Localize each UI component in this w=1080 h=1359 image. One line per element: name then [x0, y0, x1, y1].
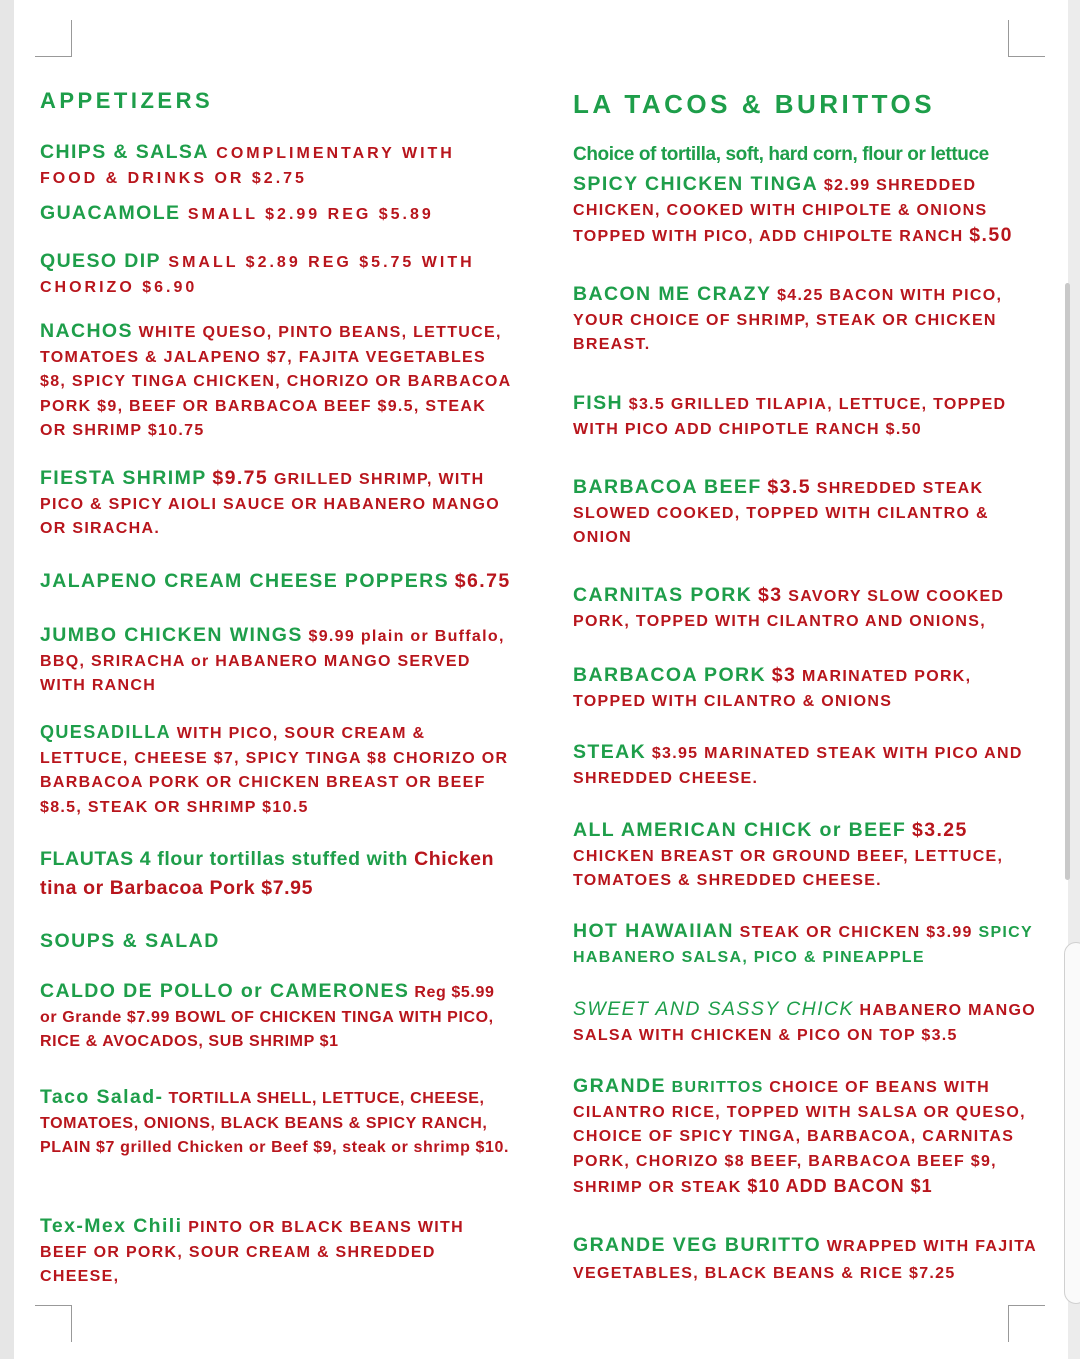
- item-desc: SMALL $2.89 REG $5.75 WITH CHORIZO $6.90: [40, 254, 475, 296]
- item-desc: COMPLIMENTARY WITH FOOD & DRINKS OR $2.75: [40, 145, 455, 187]
- crop-mark-top-right: [1008, 20, 1045, 57]
- menu-item-grande-veg: [573, 1232, 1043, 1287]
- item-price: $.50: [969, 224, 1013, 246]
- scrollbar[interactable]: [1065, 283, 1070, 880]
- item-name: SWEET AND SASSY CHICK: [573, 998, 854, 1020]
- item-desc: GRILLED SHRIMP, WITH PICO & SPICY AIOLI SAUCE OR HABANERO MANGO OR SIRACHA.: [40, 471, 500, 537]
- side-panel-handle[interactable]: [1064, 942, 1080, 1304]
- item-name: FISH: [573, 392, 624, 414]
- item-desc: WHITE QUESO, PINTO BEANS, LETTUCE, TOMATOES & JALAPENO $7, FAJITA VEGETABLES $8, SPICY TINGA CHICKEN, CHORIZO OR BARBACOA PORK $9, BEEF OR BARBACOA BEEF $9.5, STEAK OR SHRIMP $10.75: [40, 324, 511, 439]
- item-desc: SAVORY SLOW COOKED PORK, TOPPED WITH CILANTRO AND ONIONS,: [573, 588, 1005, 630]
- item-name: BARBACOA PORK: [573, 664, 766, 686]
- menu-item-chips: [40, 140, 515, 191]
- item-price: $10 ADD BACON $1: [747, 1176, 933, 1196]
- item-desc: $9.99 plain or Buffalo, BBQ, SRIRACHA or HABANERO MANGO SERVED WITH RANCH: [40, 628, 505, 694]
- item-name: Tex-Mex Chili: [40, 1215, 183, 1237]
- crop-mark-top-left: [35, 20, 72, 57]
- item-desc: HABANERO MANGO SALSA WITH CHICKEN & PICO ON TOP $3.5: [573, 1002, 1036, 1044]
- item-name: JALAPENO CREAM CHEESE POPPERS: [40, 570, 450, 592]
- menu-item-taco-salad: [40, 1085, 515, 1161]
- item-price: $9.75: [212, 467, 269, 489]
- item-name: Taco Salad-: [40, 1086, 164, 1108]
- menu-item-flautas: [40, 845, 515, 903]
- choice-text: Choice of tortilla, soft, hard corn, flour or lettuce: [573, 144, 989, 165]
- item-desc: WITH PICO, SOUR CREAM & LETTUCE, CHEESE $7, SPICY TINGA $8 CHORIZO OR BARBACOA PORK OR CHICKEN BREAST OR BEEF $8.5, STEAK OR SHRIMP $10.5: [40, 725, 509, 816]
- item-desc: CHOICE OF BEANS WITH CILANTRO RICE, TOPPED WITH SALSA OR QUESO, CHOICE OF SPICY TINGA, BARBACOA, CARNITAS PORK, CHORIZO $8 BEEF, BARBACOA BEEF $9, SHRIMP OR STEAK: [573, 1079, 1026, 1196]
- item-name: GRANDE: [573, 1075, 666, 1097]
- item-name: SPICY CHICKEN TINGA: [573, 173, 819, 195]
- menu-item-wings: [40, 623, 515, 699]
- item-price: $3.25: [911, 819, 968, 841]
- item-name: CALDO DE POLLO or CAMERONES: [40, 980, 410, 1002]
- menu-item-fish: [573, 391, 1043, 442]
- tacos-heading: LA TACOS & BURITTOS: [573, 89, 936, 119]
- item-desc: $2.99 SHREDDED CHICKEN, COOKED WITH CHIPOLTE & ONIONS TOPPED WITH PICO, ADD CHIPOLTE RANCH: [573, 177, 988, 245]
- appetizers-heading: APPETIZERS: [40, 88, 214, 113]
- item-name: NACHOS: [40, 320, 133, 342]
- item-name: GUACAMOLE: [40, 202, 181, 224]
- page-edge-left: [0, 0, 14, 1359]
- tortilla-choice-note: [573, 143, 1043, 169]
- menu-item-steak: [573, 740, 1043, 791]
- item-desc: Reg $5.99 or Grande $7.99 BOWL OF CHICKEN TINGA WITH PICO, RICE & AVOCADOS, SUB SHRIMP $1: [40, 984, 495, 1050]
- item-name: ALL AMERICAN CHICK or BEEF: [573, 819, 907, 841]
- item-price: $6.75: [454, 570, 511, 592]
- item-desc: $3.95 MARINATED STEAK WITH PICO AND SHREDDED CHEESE.: [573, 745, 1023, 787]
- item-desc: PINTO OR BLACK BEANS WITH BEEF OR PORK, SOUR CREAM & SHREDDED CHEESE,: [40, 1219, 464, 1285]
- item-desc-red: Chicken tina or Barbacoa Pork $7.95: [40, 848, 495, 899]
- menu-item-carnitas: [573, 583, 1043, 634]
- item-price: $3.5: [767, 476, 811, 498]
- menu-item-fiesta-shrimp: [40, 466, 515, 542]
- item-name: HOT HAWAIIAN: [573, 920, 734, 942]
- item-desc: TORTILLA SHELL, LETTUCE, CHEESE, TOMATOES, ONIONS, BLACK BEANS & SPICY RANCH, PLAIN $7 grilled Chicken or Beef $9, steak or shrimp $10.: [40, 1090, 510, 1156]
- menu-item-quesadilla: [40, 720, 515, 820]
- menu-item-barbacoa-pork: [573, 663, 1043, 714]
- menu-item-chili: [40, 1214, 515, 1290]
- item-desc-green: 4 flour tortillas stuffed with: [139, 848, 409, 870]
- item-desc: CHICKEN BREAST OR GROUND BEEF, LETTUCE, TOMATOES & SHREDDED CHEESE.: [573, 847, 1004, 889]
- menu-item-hot-hawaiian: [573, 919, 1043, 970]
- item-desc: $3.5 GRILLED TILAPIA, LETTUCE, TOPPED WITH PICO ADD CHIPOTLE RANCH $.50: [573, 396, 1007, 438]
- item-name: CARNITAS PORK: [573, 584, 753, 606]
- item-name: FIESTA SHRIMP: [40, 467, 207, 489]
- item-price: $3: [771, 664, 797, 686]
- menu-item-queso: [40, 249, 515, 300]
- item-desc-red: STEAK OR CHICKEN $3.99: [739, 924, 973, 941]
- item-desc: SHREDDED STEAK SLOWED COOKED, TOPPED WITH CILANTRO & ONION: [573, 480, 989, 546]
- item-name: QUESADILLA: [40, 722, 171, 742]
- item-name: BARBACOA BEEF: [573, 476, 762, 498]
- menu-item-all-american: [573, 818, 1043, 894]
- menu-item-guacamole: [40, 201, 515, 228]
- menu-item-poppers: [40, 569, 515, 596]
- menu-item-caldo: [40, 979, 515, 1055]
- soups-heading: SOUPS & SALAD: [40, 930, 220, 952]
- crop-mark-bottom-left: [35, 1305, 72, 1342]
- item-name: JUMBO CHICKEN WINGS: [40, 624, 303, 646]
- menu-item-nachos: [40, 319, 515, 444]
- item-name: BACON ME CRAZY: [573, 283, 772, 305]
- item-price: $3: [758, 584, 783, 606]
- menu-item-tinga: [573, 172, 1043, 250]
- crop-mark-bottom-right: [1008, 1305, 1045, 1342]
- item-desc: SMALL $2.99 REG $5.89: [187, 206, 434, 223]
- menu-item-grande-burittos: [573, 1074, 1043, 1201]
- item-name: FLAUTAS: [40, 848, 134, 870]
- item-desc: $4.25 BACON WITH PICO, YOUR CHOICE OF SHRIMP, STEAK OR CHICKEN BREAST.: [573, 287, 1003, 353]
- item-desc-green: SPICY HABANERO SALSA, PICO & PINEAPPLE: [573, 924, 1033, 966]
- item-desc: WRAPPED WITH FAJITA VEGETABLES, BLACK BEANS & RICE $7.25: [573, 1238, 1037, 1282]
- menu-item-bacon: [573, 282, 1043, 358]
- item-name: STEAK: [573, 741, 647, 763]
- item-name-2: BURITTOS: [671, 1079, 764, 1096]
- item-name: GRANDE VEG BURITTO: [573, 1234, 822, 1256]
- item-name: CHIPS & SALSA: [40, 141, 209, 163]
- menu-item-sweet-sassy: [573, 997, 1043, 1048]
- item-desc: MARINATED PORK, TOPPED WITH CILANTRO & ONIONS: [573, 668, 972, 710]
- menu-item-barbacoa-beef: [573, 475, 1043, 551]
- item-name: QUESO DIP: [40, 250, 161, 272]
